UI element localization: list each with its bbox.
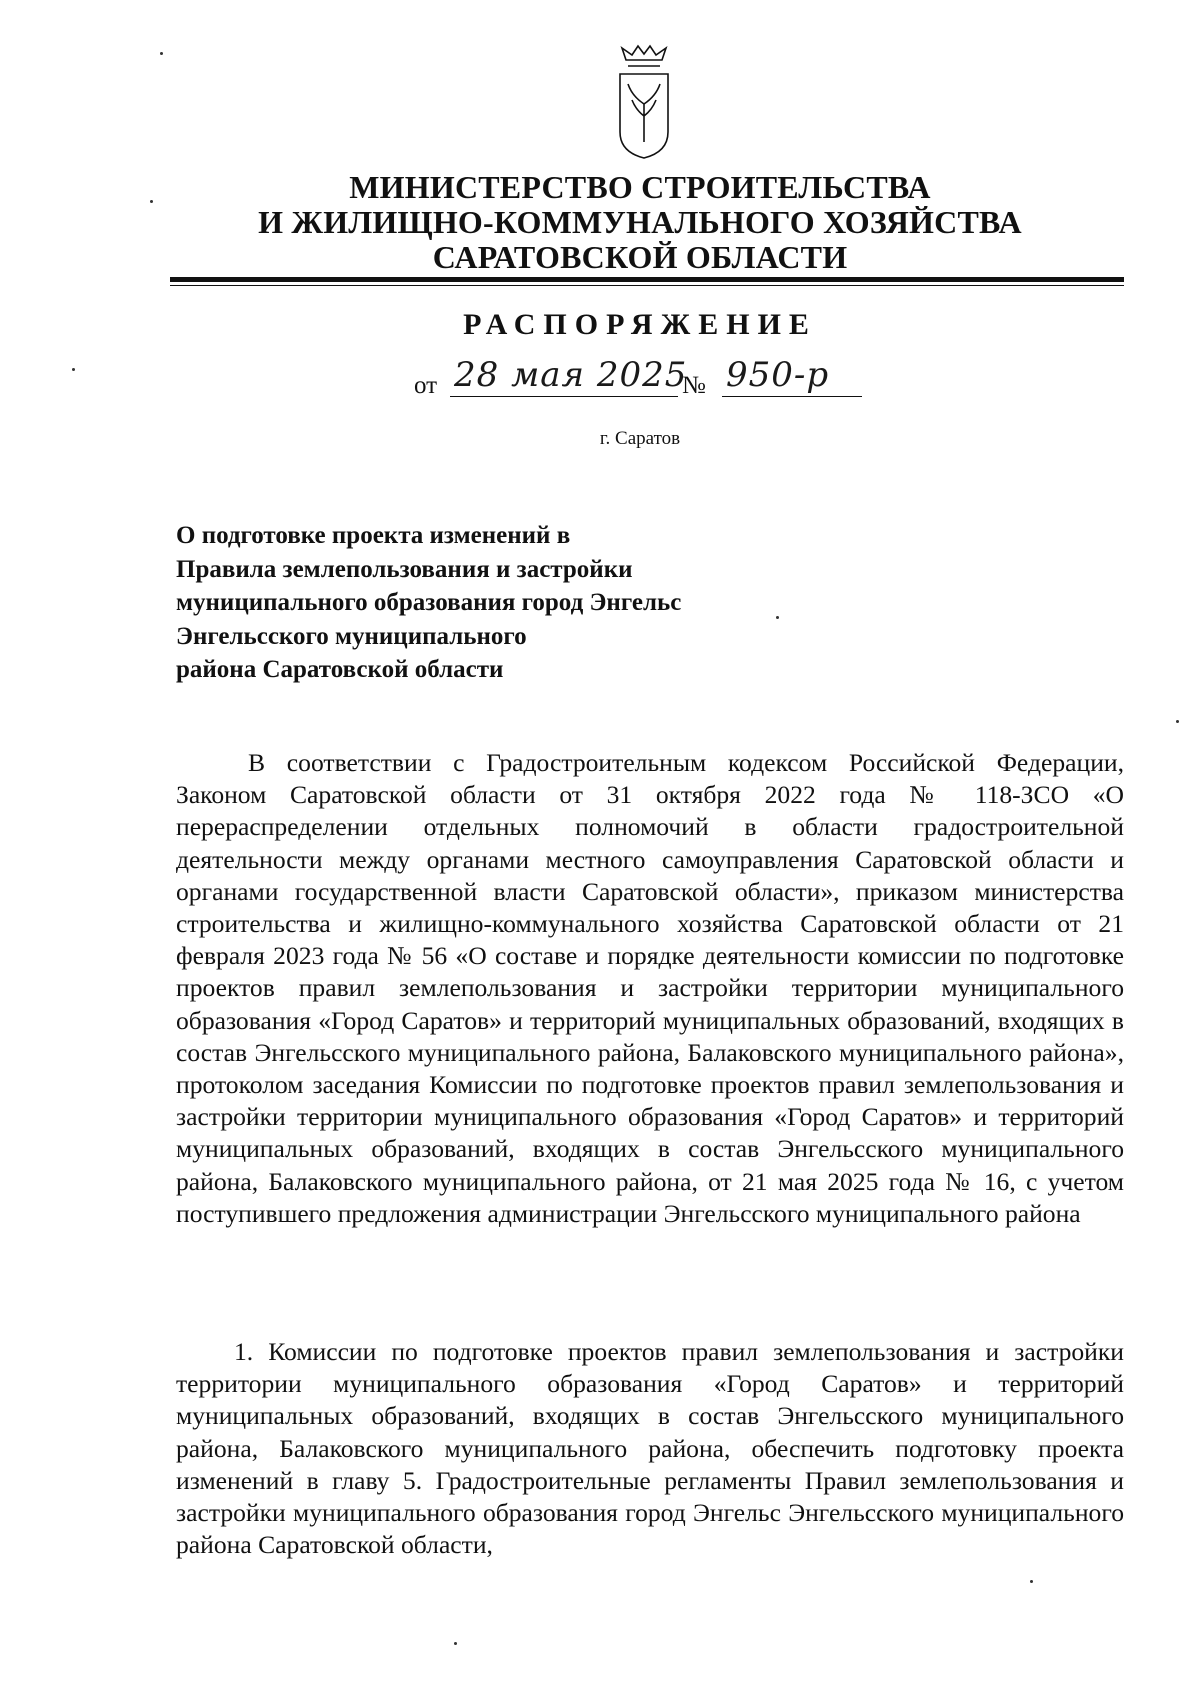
scan-speck	[1176, 720, 1179, 723]
scan-speck	[150, 200, 153, 203]
document-type-title: РАСПОРЯЖЕНИЕ	[463, 308, 817, 341]
scan-speck	[454, 1642, 457, 1645]
preamble-text: В соответствии с Градостроительным кодексом Российской Федерации, Законом Саратовской области от 31 октября 2022 года № 118-ЗСО «О перераспределении отдельных полномочий в области градостроительной деятельности между органами местного самоуправления Саратовской области и органами государственной власти Саратовской области», приказом министерства строительства и жилищно-коммунального хозяйства Саратовской области от 21 февраля 2023 года № 56 «О составе и порядке деятельности комиссии по подготовке проектов правил землепользования и застройки территории муниципального образования «Город Саратов» и территорий муниципальных образований, входящих в состав Энгельсского муниципального района, Балаковского муниципального района», протоколом заседания Комиссии по подготовке проектов правил землепользования и застройки территории муниципального образования «Город Саратов» и территорий муниципальных образований, входящих в состав Энгельсского муниципального района, Балаковского муниципального района, от 21 мая 2025 года № 16, с учетом поступившего предложения администрации Энгельсского муниципального района	[176, 748, 1124, 1228]
city-name: г. Саратов	[599, 428, 681, 449]
handwritten-number: 950-р	[722, 354, 862, 397]
ministry-line-3: САРАТОВСКОЙ ОБЛАСТИ	[432, 239, 848, 275]
subject-line-4: Энгельсского муниципального	[176, 622, 527, 650]
scan-speck	[776, 616, 779, 619]
scan-speck	[72, 368, 75, 371]
header-rule-thin	[170, 285, 1124, 286]
scan-speck	[1030, 1580, 1033, 1583]
number-prefix: №	[682, 372, 706, 399]
clause-1-paragraph	[176, 1336, 1124, 1561]
subject-heading	[176, 519, 876, 687]
clause-1-text: 1. Комиссии по подготовке проектов правил землепользования и застройки территории муниципального образования «Город Саратов» и территорий муниципальных образований, входящих в состав Энгельсского муниципального района, Балаковского муниципального района, обеспечить подготовку проекта изменений в главу 5. Градостроительные регламенты Правил землепользования и застройки муниципального образования город Энгельс Энгельсского муниципального района Саратовской области,	[176, 1337, 1124, 1560]
subject-line-2: Правила землепользования и застройки	[176, 555, 633, 583]
date-number-line	[414, 354, 894, 400]
saratov-coat-of-arms-icon	[612, 44, 676, 164]
header-rule-thick	[170, 277, 1124, 282]
subject-line-5: района Саратовской области	[176, 656, 504, 683]
ministry-line-1: МИНИСТЕРСТВО СТРОИТЕЛЬСТВА	[349, 169, 931, 205]
subject-line-1: О подготовке проекта изменений в	[176, 522, 571, 549]
handwritten-date: 28 мая 2025	[450, 354, 678, 397]
scan-speck	[160, 52, 163, 55]
ministry-name	[170, 170, 1110, 275]
date-prefix: от	[414, 372, 438, 399]
preamble-paragraph	[176, 747, 1124, 1230]
subject-line-3: муниципального образования город Энгельс	[176, 589, 682, 616]
ministry-line-2: И ЖИЛИЩНО-КОММУНАЛЬНОГО ХОЗЯЙСТВА	[258, 204, 1022, 240]
